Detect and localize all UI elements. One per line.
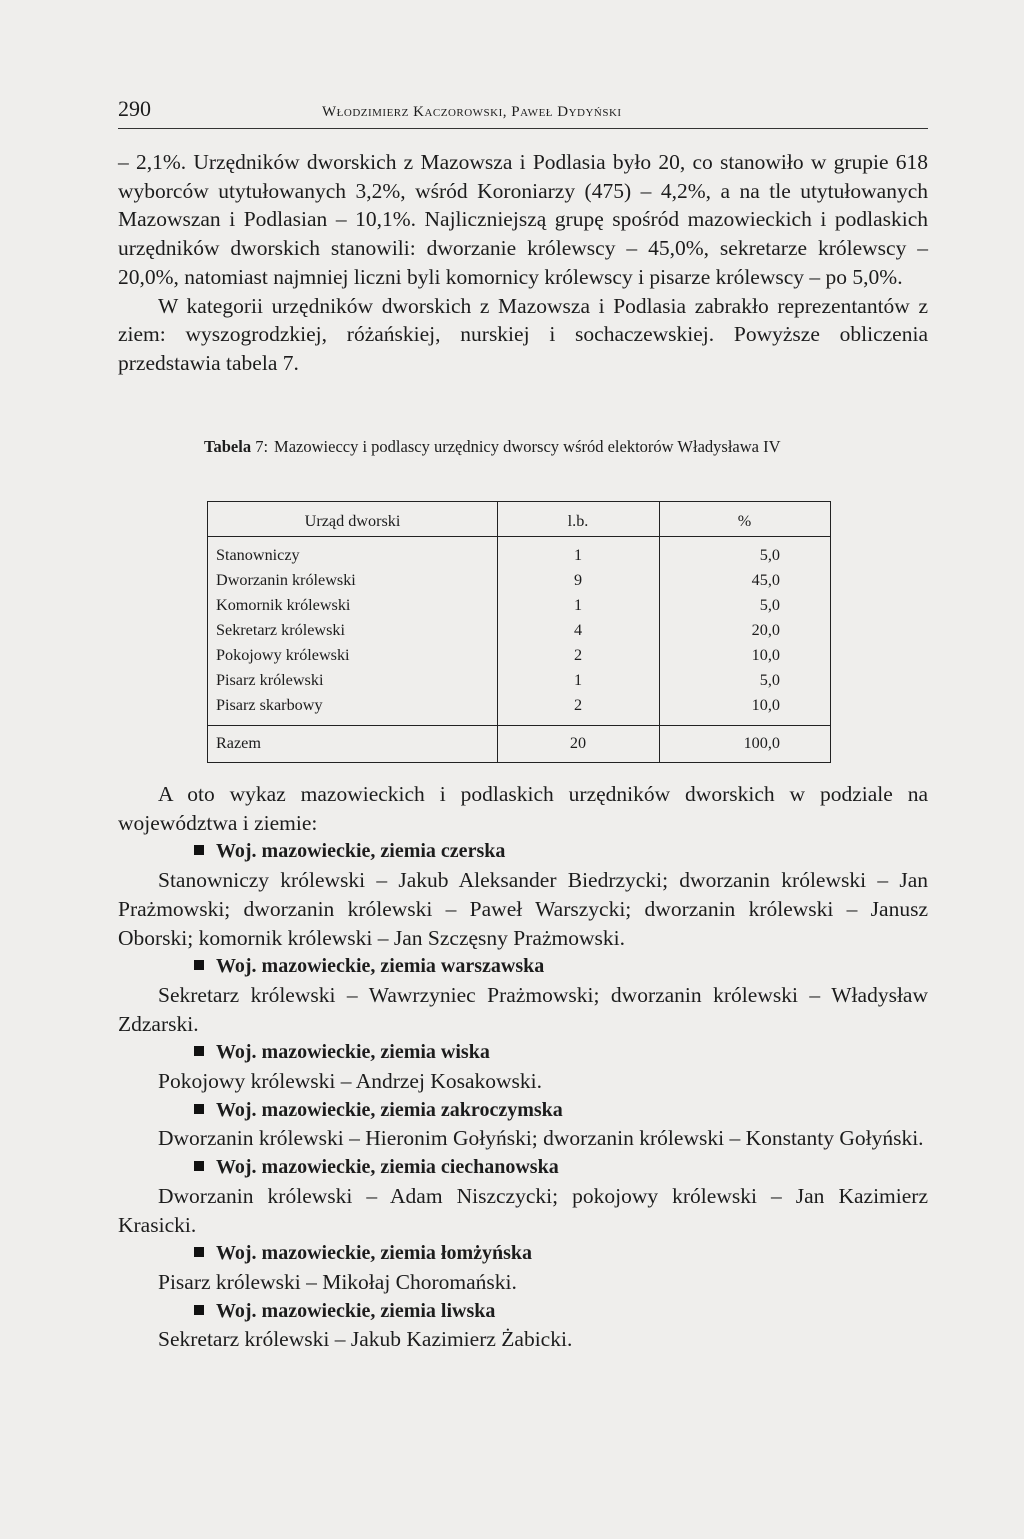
section-heading: Woj. mazowieckie, ziemia warszawska	[118, 952, 928, 981]
table-cell: 5,0	[759, 596, 780, 614]
section-heading: Woj. mazowieckie, ziemia wiska	[118, 1038, 928, 1067]
table-cell: 9	[573, 571, 583, 589]
table-cell: 1	[573, 596, 583, 614]
section-entry: Dworzanin królewski – Adam Niszczycki; pokojowy królewski – Jan Kazimierz Krasicki.	[118, 1183, 928, 1237]
table-cell: 1	[573, 671, 583, 689]
table-cell: 4	[573, 621, 583, 639]
list-intro: A oto wykaz mazowieckich i podlaskich urzędników dworskich w podziale na województwa i ziemie:	[118, 782, 928, 835]
table-cell: 5,0	[759, 671, 780, 689]
section-entry: Pisarz królewski – Mikołaj Choromański.	[158, 1269, 517, 1294]
province-list	[118, 780, 928, 1354]
paragraph: – 2,1%. Urzędników dworskich z Mazowsza i Podlasia było 20, co stanowiło w grupie 618 wyborców utytułowanych 3,2%, wśród Koroniarzy (475) – 4,2%, a na tle utytułowanych Mazowszan i Podlasian – 10,1%. Najliczniejszą grupę spośród mazowieckich i podlaskich urzędników dworskich stanowili: dworzanie królewscy – 45,0%, sekretarze królewscy – 20,0%, natomiast najmniej liczni byli komornicy królewscy i pisarze królewscy – po 5,0%.	[118, 150, 928, 289]
table-cell: Komornik królewski	[216, 596, 351, 614]
table-cell: 10,0	[751, 696, 780, 714]
table-cell: 5,0	[759, 546, 780, 564]
table-cell: Dworzanin królewski	[216, 571, 356, 589]
table-cell: 1	[573, 546, 583, 564]
section-heading: Woj. mazowieckie, ziemia czerska	[118, 837, 928, 866]
paragraph: W kategorii urzędników dworskich z Mazowsza i Podlasia zabrakło reprezentantów z ziem: wyszogrodzkiej, różańskiej, nurskiej i sochaczewskiej. Powyższe obliczenia przedstawia tabela 7.	[118, 293, 928, 375]
table-cell: Stanowniczy	[216, 546, 300, 564]
caption-label: Tabela	[204, 437, 252, 456]
table-caption	[204, 436, 854, 458]
data-table	[207, 501, 831, 763]
table-cell: Pokojowy królewski	[216, 646, 350, 664]
header-cell: Urząd dworski	[304, 512, 401, 530]
page-number: 290	[118, 96, 151, 121]
table-cell: 20,0	[751, 621, 780, 639]
row-divider	[208, 725, 830, 726]
section-entry: Dworzanin królewski – Hieronim Gołyński; dworzanin królewski – Konstanty Gołyński.	[158, 1126, 924, 1151]
table-cell: Sekretarz królewski	[216, 621, 346, 639]
total-cell: 100,0	[743, 734, 780, 752]
square-bullet-icon	[194, 1104, 204, 1114]
page-header	[118, 96, 928, 129]
column-divider	[659, 502, 660, 762]
header-cell: %	[737, 512, 752, 530]
square-bullet-icon	[194, 960, 204, 970]
section-heading: Woj. mazowieckie, ziemia liwska	[118, 1297, 928, 1326]
square-bullet-icon	[194, 1046, 204, 1056]
square-bullet-icon	[194, 845, 204, 855]
section-entry: Sekretarz królewski – Wawrzyniec Prażmowski; dworzanin królewski – Władysław Zdzarski.	[118, 982, 928, 1036]
table-cell: 2	[573, 646, 583, 664]
section-heading: Woj. mazowieckie, ziemia łomżyńska	[118, 1239, 928, 1268]
square-bullet-icon	[194, 1305, 204, 1315]
table-cell: 2	[573, 696, 583, 714]
total-cell: Razem	[216, 734, 261, 752]
caption-text: Mazowieccy i podlascy urzędnicy dworscy wśród elektorów Władysława IV	[274, 437, 781, 456]
square-bullet-icon	[194, 1161, 204, 1171]
section-heading: Woj. mazowieckie, ziemia ciechanowska	[118, 1153, 928, 1182]
running-head: Włodzimierz Kaczorowski, Paweł Dydyński	[322, 104, 622, 120]
section-entry: Stanowniczy królewski – Jakub Aleksander Biedrzycki; dworzanin królewski – Jan Prażmowski; dworzanin królewski – Paweł Warszycki; dworzanin królewski – Janusz Oborski; komornik królewski – Jan Szczęsny Prażmowski.	[118, 868, 928, 950]
total-cell: 20	[569, 734, 587, 752]
caption-number: 7:	[255, 437, 269, 456]
row-divider	[208, 536, 830, 537]
section-entry: Pokojowy królewski – Andrzej Kosakowski.	[158, 1069, 542, 1094]
table-cell: Pisarz skarbowy	[216, 696, 323, 714]
section-heading: Woj. mazowieckie, ziemia zakroczymska	[118, 1096, 928, 1125]
header-cell: l.b.	[567, 512, 589, 530]
table-cell: 10,0	[751, 646, 780, 664]
table-cell: 45,0	[751, 571, 780, 589]
square-bullet-icon	[194, 1247, 204, 1257]
body-text	[118, 148, 928, 378]
table-cell: Pisarz królewski	[216, 671, 324, 689]
section-entry: Sekretarz królewski – Jakub Kazimierz Żabicki.	[158, 1327, 573, 1352]
